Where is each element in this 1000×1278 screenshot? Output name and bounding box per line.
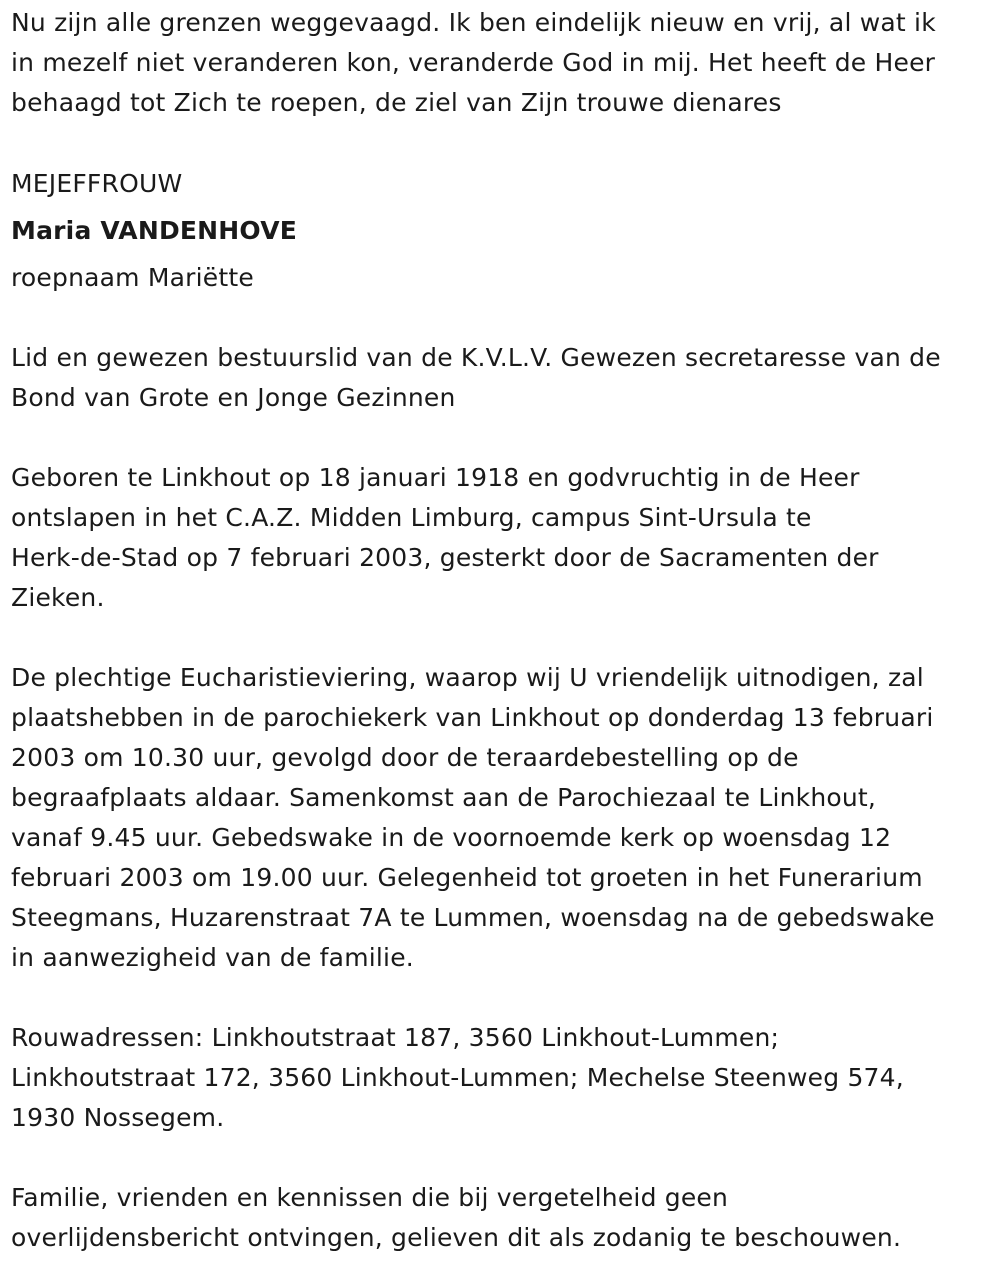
spacer bbox=[11, 418, 991, 458]
addresses-paragraph bbox=[11, 1018, 991, 1138]
ceremony-paragraph bbox=[11, 658, 991, 978]
birth-death-paragraph bbox=[11, 458, 991, 618]
intro-line: in mezelf niet veranderen kon, veranderde God in mij. Het heeft de Heer bbox=[11, 48, 936, 77]
ceremony-line: vanaf 9.45 uur. Gebedswake in de voornoemde kerk op woensdag 12 bbox=[11, 823, 892, 852]
spacer bbox=[11, 1138, 991, 1178]
spacer bbox=[11, 978, 991, 1018]
spacer bbox=[11, 618, 991, 658]
closing-line: Familie, vrienden en kennissen die bij vergetelheid geen bbox=[11, 1183, 729, 1212]
intro-line: Nu zijn alle grenzen weggevaagd. Ik ben eindelijk nieuw en vrij, al wat ik bbox=[11, 8, 936, 37]
membership-line: Bond van Grote en Jonge Gezinnen bbox=[11, 383, 456, 412]
birth-death-line: Zieken. bbox=[11, 583, 105, 612]
ceremony-line: 2003 om 10.30 uur, gevolgd door de teraardebestelling op de bbox=[11, 743, 799, 772]
spacer bbox=[11, 298, 991, 338]
closing-line: overlijdensbericht ontvingen, gelieven dit als zodanig te beschouwen. bbox=[11, 1223, 902, 1252]
birth-death-line: ontslapen in het C.A.Z. Midden Limburg, campus Sint-Ursula te bbox=[11, 503, 812, 532]
address-line: Rouwadressen: Linkhoutstraat 187, 3560 Linkhout-Lummen; bbox=[11, 1023, 780, 1052]
ceremony-line: Steegmans, Huzarenstraat 7A te Lummen, woensdag na de gebedswake bbox=[11, 903, 935, 932]
spacer bbox=[11, 123, 991, 163]
intro-paragraph bbox=[11, 3, 991, 123]
deceased-name: Maria VANDENHOVE bbox=[11, 216, 298, 245]
address-line: 1930 Nossegem. bbox=[11, 1103, 225, 1132]
address-line: Linkhoutstraat 172, 3560 Linkhout-Lummen; Mechelse Steenweg 574, bbox=[11, 1063, 904, 1092]
birth-death-line: Geboren te Linkhout op 18 januari 1918 en godvruchtig in de Heer bbox=[11, 463, 860, 492]
ceremony-line: begraafplaats aldaar. Samenkomst aan de Parochiezaal te Linkhout, bbox=[11, 783, 877, 812]
ceremony-line: plaatshebben in de parochiekerk van Linkhout op donderdag 13 februari bbox=[11, 703, 934, 732]
nickname: roepnaam Mariëtte bbox=[11, 263, 254, 292]
obituary-document bbox=[11, 3, 991, 1258]
intro-line: behaagd tot Zich te roepen, de ziel van Zijn trouwe dienares bbox=[11, 88, 782, 117]
closing-paragraph bbox=[11, 1178, 991, 1258]
ceremony-line: De plechtige Eucharistieviering, waarop wij U vriendelijk uitnodigen, zal bbox=[11, 663, 924, 692]
membership-line: Lid en gewezen bestuurslid van de K.V.L.V. Gewezen secretaresse van de bbox=[11, 343, 941, 372]
honorific-title: MEJEFFROUW bbox=[11, 169, 183, 198]
ceremony-line: in aanwezigheid van de familie. bbox=[11, 943, 414, 972]
membership-paragraph bbox=[11, 338, 991, 418]
ceremony-line: februari 2003 om 19.00 uur. Gelegenheid tot groeten in het Funerarium bbox=[11, 863, 923, 892]
birth-death-line: Herk-de-Stad op 7 februari 2003, gesterkt door de Sacramenten der bbox=[11, 543, 879, 572]
